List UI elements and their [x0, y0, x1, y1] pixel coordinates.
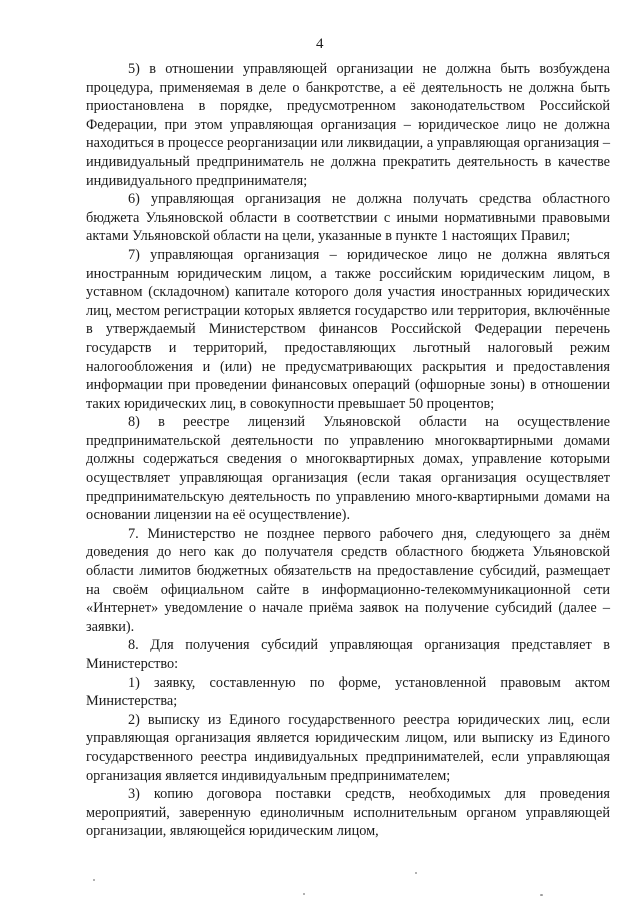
item-2-registry-extract: 2) выписку из Единого государственного реестра юридических лиц, если управляющая организация является юридическим лицом, или выписку из Единого государственного реестра индивидуальных предпринимателей, если управляющая организация является индивидуальным предпринимателем;	[86, 711, 610, 784]
item-3-supply-contract: 3) копию договора поставки средств, необходимых для проведения мероприятий, заверенную единоличным исполнительным органом управляющей организации, являющейся юридическим лицом,	[86, 786, 610, 840]
scan-speck	[540, 894, 543, 896]
section-8-intro: 8. Для получения субсидий управляющая организация представляет в Министерство:	[86, 637, 610, 672]
page-number: 4	[316, 36, 324, 52]
scan-speck	[93, 879, 95, 881]
item-1-application: 1) заявку, составленную по форме, установленной правовым актом Министерства;	[86, 674, 610, 710]
paragraph-5-bankruptcy: 5) в отношении управляющей организации не должна быть возбуждена процедура, применяемая в деле о банкротстве, а её деятельность не должна быть приостановлена в порядке, предусмотренном законодательством Российской Федерации, при этом управляющая организация – юридическое лицо не должна находиться в процессе реорганизации или ликвидации, а управляющая организация – индивидуальный предприниматель не должна прекратить деятельность в качестве индивидуального предпринимателя;	[86, 61, 610, 189]
paragraph-7-foreign-entity: 7) управляющая организация – юридическое лицо не должна являться иностранным юридическим лицом, а также российским юридическим лицом, в уставном (складочном) капитале которого доля участия иностранных юридических лиц, местом регистрации которых является государство или территория, включённые в утверждаемый Министерством финансов Российской Федерации перечень государств и территорий, предоставляющих льготный налоговый режим налогообложения и (или) не предусматривающих раскрытия и предоставления информации при проведении финансовых операций (офшорные зоны) в отношении таких юридических лиц, в совокупности превышает 50 процентов;	[86, 246, 610, 412]
scan-speck	[415, 872, 417, 874]
scan-speck	[303, 893, 305, 895]
paragraph-8-license-registry: 8) в реестре лицензий Ульяновской области на осуществление предпринимательской деятельности по управлению многоквартирными домами должны содержаться сведения о многоквартирных домах, управление которыми осуществляет управляющая организация (если такая организация осуществляет предпринимательскую деятельность по управлению много-квартирными домами на основании лицензии на её осуществление).	[86, 414, 610, 524]
document-body	[86, 60, 610, 841]
paragraph-6-budget-funds: 6) управляющая организация не должна получать средства областного бюджета Ульяновской области в соответствии с иными нормативными правовыми актами Ульяновской области на цели, указанные в пункте 1 настоящих Правил;	[86, 191, 610, 245]
section-7-announcement: 7. Министерство не позднее первого рабочего дня, следующего за днём доведения до него как до получателя средств областного бюджета Ульяновской области лимитов бюджетных обязательств на предоставление субсидий, размещает на своём официальном сайте в информационно-телекоммуникационной сети «Интернет» уведомление о начале приёма заявок на получение субсидий (далее – заявки).	[86, 525, 610, 635]
